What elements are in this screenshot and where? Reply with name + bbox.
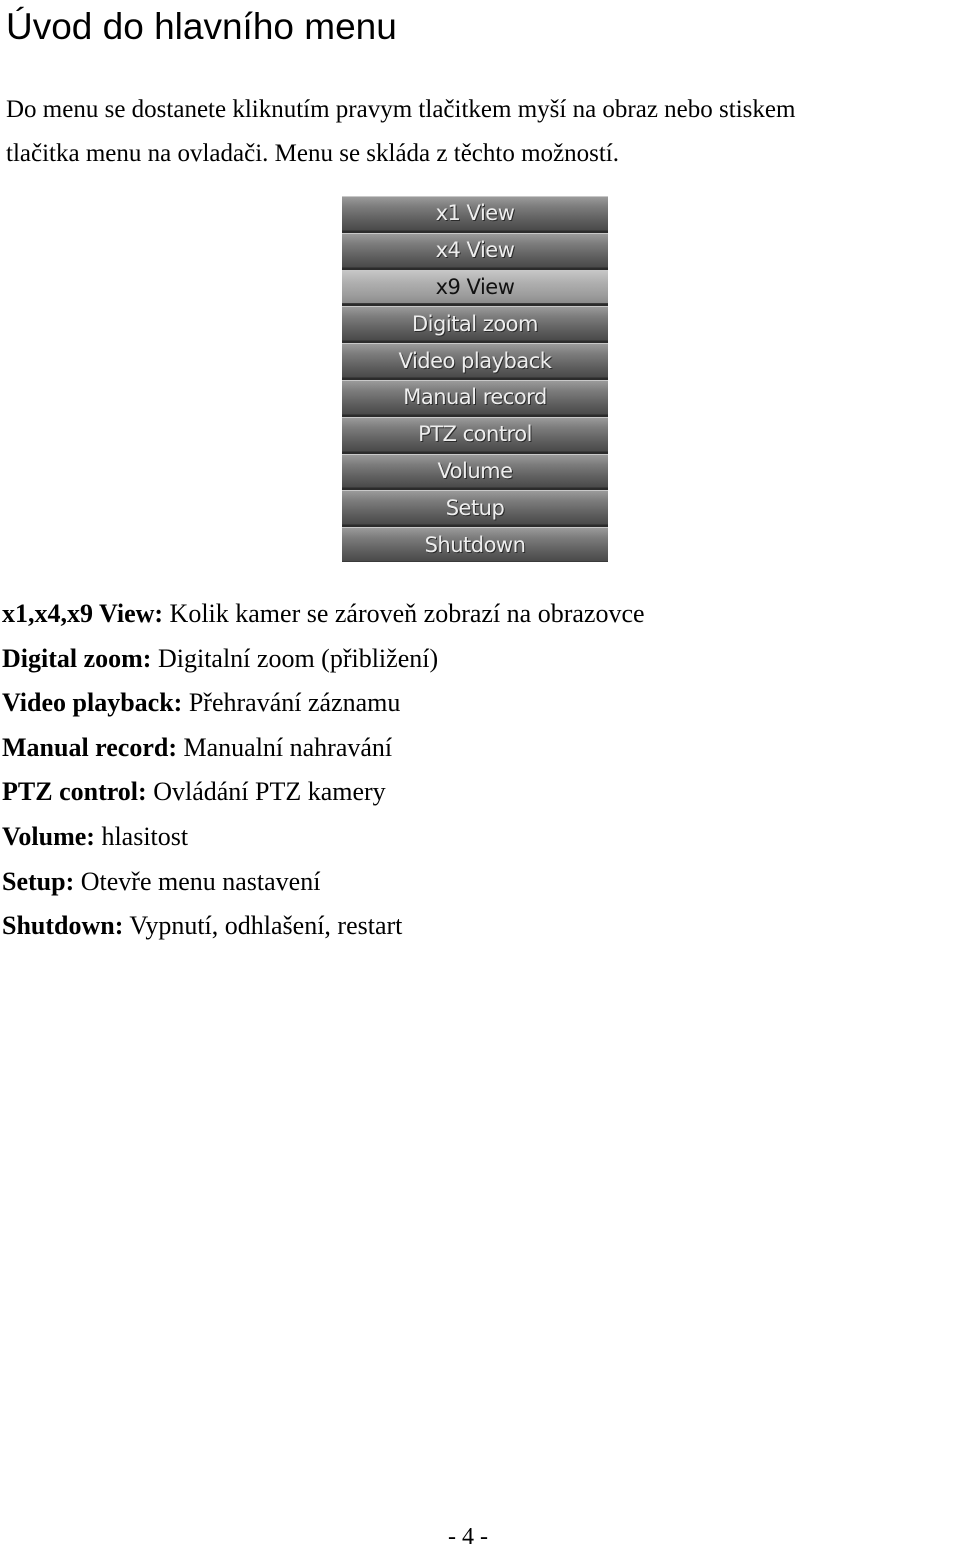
description-text: Otevře menu nastavení bbox=[74, 866, 321, 896]
menu-item-x9-view[interactable]: x9 View bbox=[342, 270, 608, 305]
description-term: Shutdown: bbox=[2, 911, 124, 941]
description-term: PTZ control: bbox=[2, 777, 147, 807]
description-term: Manual record: bbox=[2, 732, 177, 762]
menu-item-shutdown[interactable]: Shutdown bbox=[342, 527, 608, 562]
menu-item-video-playback[interactable]: Video playback bbox=[342, 343, 608, 378]
menu-item-manual-record[interactable]: Manual record bbox=[342, 380, 608, 415]
description-text: Ovládání PTZ kamery bbox=[146, 777, 386, 807]
description-setup bbox=[2, 860, 645, 905]
description-shutdown bbox=[2, 904, 645, 949]
intro-line-1: Do menu se dostanete kliknutím pravym tlačitkem myší na obraz nebo stiskem bbox=[6, 96, 796, 123]
menu-item-x4-view[interactable]: x4 View bbox=[342, 233, 608, 268]
description-term: x1,x4,x9 View: bbox=[2, 599, 164, 628]
description-term: Volume: bbox=[2, 821, 95, 851]
menu-item-digital-zoom[interactable]: Digital zoom bbox=[342, 306, 608, 341]
menu-item-ptz-control[interactable]: PTZ control bbox=[342, 417, 608, 452]
description-text: Přehravání záznamu bbox=[182, 688, 401, 718]
description-term: Setup: bbox=[2, 866, 75, 896]
description-manual-record bbox=[2, 726, 645, 771]
description-video-playback bbox=[2, 681, 645, 726]
description-text: Digitalní zoom (přibližení) bbox=[151, 643, 439, 673]
description-text: Vypnutí, odhlašení, restart bbox=[123, 911, 403, 941]
description-term: Digital zoom: bbox=[2, 643, 152, 673]
description-text: Manualní nahravání bbox=[177, 732, 393, 762]
main-menu bbox=[342, 196, 608, 562]
page-number: - 4 - bbox=[448, 1524, 488, 1550]
description-ptz-control bbox=[2, 770, 645, 815]
menu-descriptions bbox=[2, 592, 645, 949]
menu-item-x1-view[interactable]: x1 View bbox=[342, 196, 608, 231]
description-text: hlasitost bbox=[94, 821, 189, 851]
description-digital-zoom bbox=[2, 637, 645, 682]
intro-line-2: tlačitka menu na ovladači. Menu se skláda z těchto možností. bbox=[6, 140, 620, 167]
page-title: Úvod do hlavního menu bbox=[6, 6, 397, 47]
description-text: Kolik kamer se zároveň zobrazí na obrazovce bbox=[163, 599, 645, 628]
description-views bbox=[2, 592, 645, 637]
description-volume bbox=[2, 815, 645, 860]
intro-paragraph bbox=[6, 88, 956, 176]
description-term: Video playback: bbox=[2, 688, 183, 718]
menu-item-setup[interactable]: Setup bbox=[342, 490, 608, 525]
menu-item-volume[interactable]: Volume bbox=[342, 454, 608, 489]
